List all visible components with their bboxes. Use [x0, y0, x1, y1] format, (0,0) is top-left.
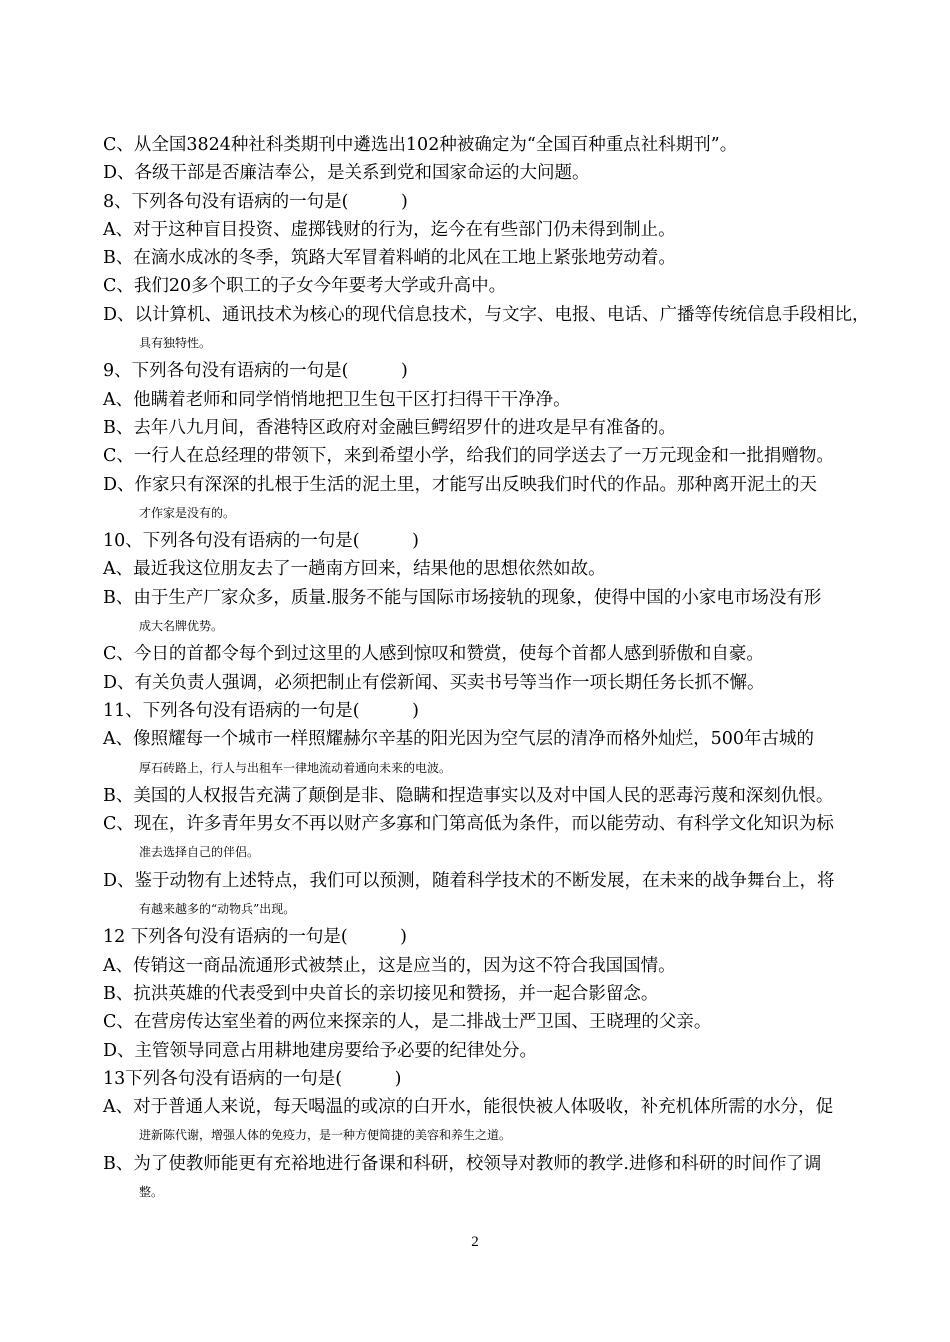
text-line: B、在滴水成冰的冬季，筑路大军冒着料峭的北风在工地上紧张地劳动着。 — [103, 248, 676, 269]
text-line-continuation: 成大名牌优势。 — [139, 619, 224, 634]
text-line: A、对于这种盲目投资、虚掷钱财的行为，迄今在有些部门仍未得到制止。 — [103, 219, 676, 240]
text-line: D、主管领导同意占用耕地建房要给予必要的纪律处分。 — [103, 1040, 538, 1061]
text-line: 11、下列各句没有语病的一句是( ) — [103, 700, 419, 721]
text-line: D、作家只有深深的扎根于生活的泥土里，才能写出反映我们时代的作品。那种离开泥土的天 — [103, 474, 818, 495]
page-number: 2 — [471, 1234, 479, 1250]
text-line: 12 下列各句没有语病的一句是( ) — [103, 927, 407, 948]
text-line: 13下列各句没有语病的一句是( ) — [103, 1068, 402, 1089]
text-line-continuation: 进新陈代谢，增强人体的免疫力，是一种方便简捷的美容和养生之道。 — [139, 1128, 512, 1143]
text-line: C、从全国3824种社科类期刊中遴选出102种被确定为“全国百种重点社科期刊”。 — [103, 135, 738, 155]
text-line: D、各级干部是否廉洁奉公，是关系到党和国家命运的大问题。 — [103, 163, 590, 184]
text-line: 8、下列各句没有语病的一句是( ) — [103, 191, 408, 212]
text-line: D、鉴于动物有上述特点，我们可以预测，随着科学技术的不断发展，在未来的战争舞台上，将 — [103, 870, 835, 891]
text-line-continuation: 厚石砖路上，行人与出租车一律地流动着通向未来的电波。 — [139, 760, 452, 775]
text-line-continuation: 整。 — [139, 1184, 164, 1199]
text-line: A、传销这一商品流通形式被禁止，这是应当的，因为这不符合我国国情。 — [103, 955, 676, 976]
document-body — [103, 131, 893, 1206]
text-line: D、以计算机、通讯技术为核心的现代信息技术，与文字、电报、电话、广播等传统信息手段相比， — [103, 304, 870, 325]
text-line: 10、下列各句没有语病的一句是( ) — [103, 531, 419, 552]
text-line-continuation: 有越来越多的“动物兵”出现。 — [139, 902, 296, 917]
text-line: B、美国的人权报告充满了颠倒是非、隐瞒和捏造事实以及对中国人民的恶毒污蔑和深刻仇恨。 — [103, 785, 834, 806]
text-line: A、像照耀每一个城市一样照耀赫尔辛基的阳光因为空气层的清净而格外灿烂，500年古城的 — [103, 729, 815, 750]
text-line: B、为了使教师能更有充裕地进行备课和科研，校领导对教师的教学.进修和科研的时间作了调 — [103, 1153, 822, 1174]
text-line: C、我们20多个职工的子女今年要考大学或升高中。 — [103, 276, 507, 297]
text-line-continuation: 才作家是没有的。 — [139, 505, 236, 520]
text-line-continuation: 准去选择自己的伴侣。 — [139, 845, 260, 860]
text-line: B、去年八九月间，香港特区政府对金融巨鳄绍罗什的进攻是早有准备的。 — [103, 417, 676, 438]
text-line: C、一行人在总经理的带领下，来到希望小学，给我们的同学送去了一万元现金和一批捐赠物。 — [103, 446, 834, 467]
text-line: B、由于生产厂家众多，质量.服务不能与国际市场接轨的现象，使得中国的小家电市场没有形 — [103, 587, 822, 608]
text-line: D、有关负责人强调，必须把制止有偿新闻、买卖书号等当作一项长期任务长抓不懈。 — [103, 672, 765, 693]
text-line: 9、下列各句没有语病的一句是( ) — [103, 361, 408, 382]
text-line-continuation: 具有独特性。 — [139, 336, 212, 351]
text-line: C、在营房传达室坐着的两位来探亲的人，是二排战士严卫国、王晓理的父亲。 — [103, 1012, 712, 1033]
text-line: C、今日的首都令每个到过这里的人感到惊叹和赞赏，使每个首都人感到骄傲和自豪。 — [103, 644, 764, 665]
text-line: B、抗洪英雄的代表受到中央首长的亲切接见和赞扬，并一起合影留念。 — [103, 983, 659, 1004]
text-line: A、最近我这位朋友去了一趟南方回来，结果他的思想依然如故。 — [103, 559, 606, 580]
text-line: C、现在，许多青年男女不再以财产多寡和门第高低为条件，而以能劳动、有科学文化知识为标 — [103, 814, 834, 835]
text-line: A、他瞒着老师和同学悄悄地把卫生包干区打扫得干干净净。 — [103, 389, 571, 410]
text-line: A、对于普通人来说，每天喝温的或凉的白开水，能很快被人体吸收，补充机体所需的水分，促 — [103, 1097, 834, 1118]
